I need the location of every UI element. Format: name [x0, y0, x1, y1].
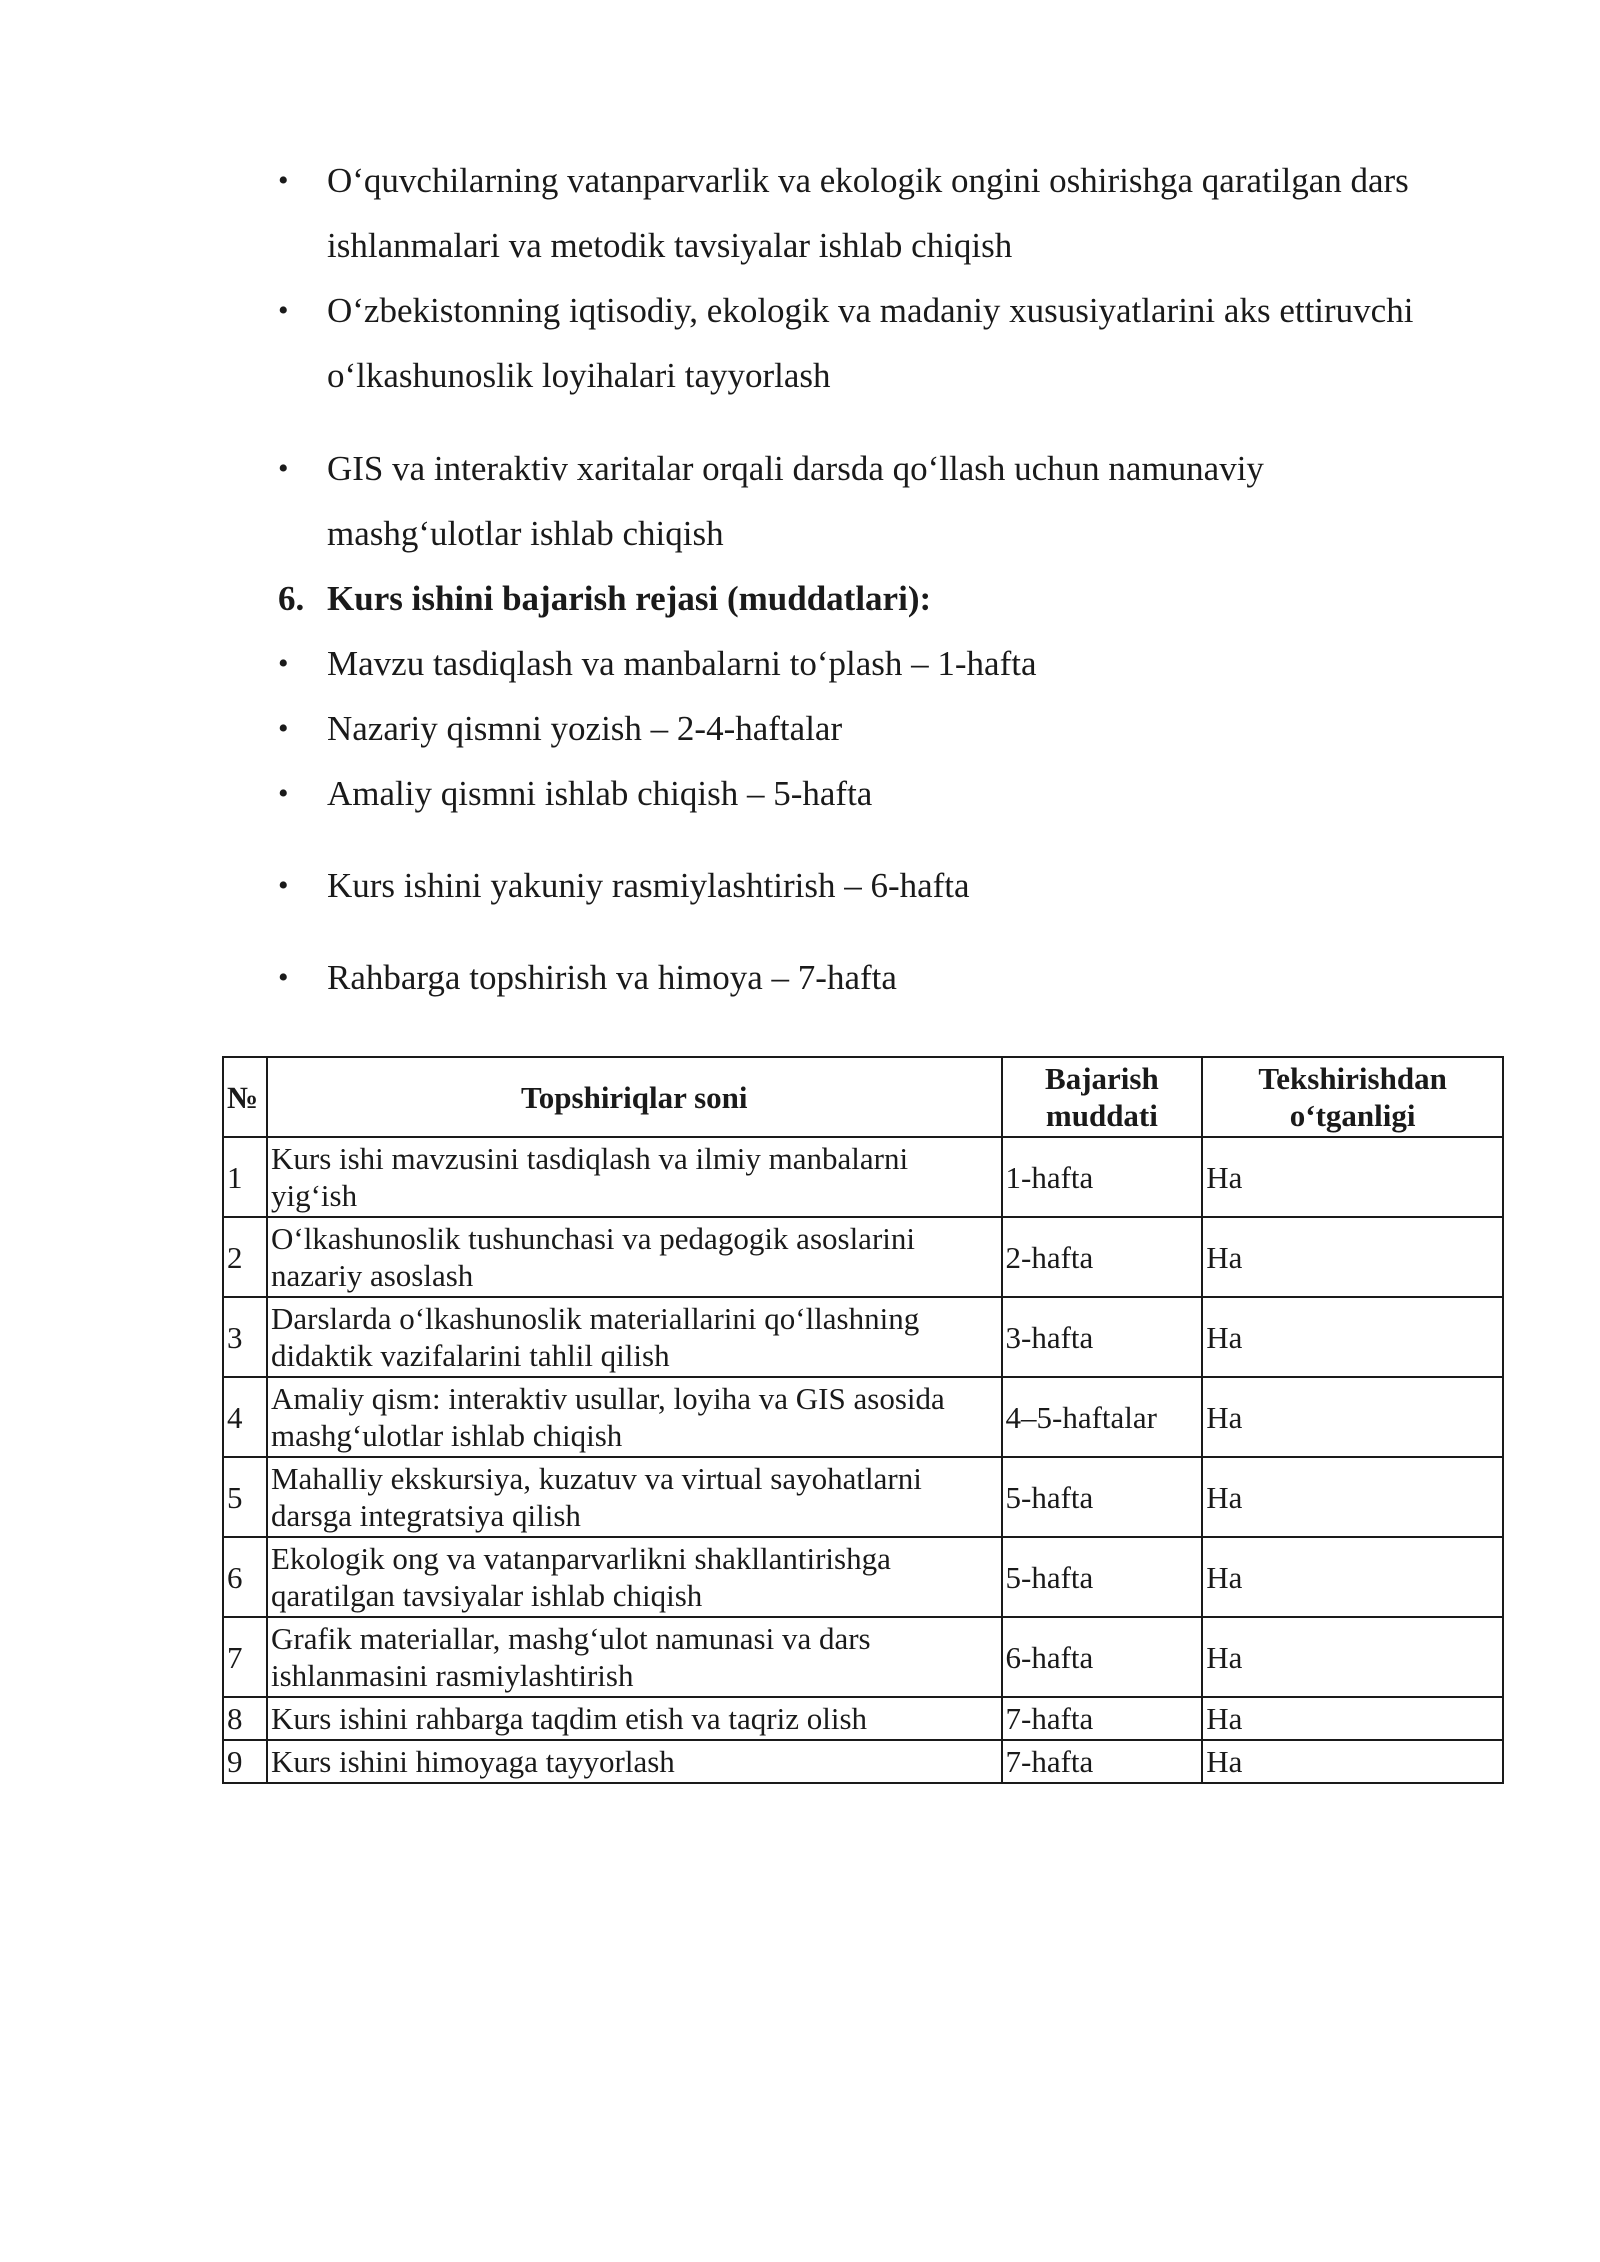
row-number: 8: [223, 1697, 267, 1740]
deadline-cell: 1-hafta: [1002, 1137, 1203, 1217]
schedule-item: [278, 631, 1448, 696]
list-item: [278, 436, 1448, 566]
checked-cell: Ha: [1202, 1697, 1503, 1740]
deadline-cell: 6-hafta: [1002, 1617, 1203, 1697]
task-cell: Kurs ishini himoyaga tayyorlash: [267, 1740, 1002, 1783]
table-row: [223, 1537, 1503, 1617]
row-number: 3: [223, 1297, 267, 1377]
schedule-item-text: Mavzu tasdiqlash va manbalarni to‘plash – 1-hafta: [327, 644, 1037, 683]
checked-cell: Ha: [1202, 1377, 1503, 1457]
content-list: [278, 148, 1448, 1010]
section-heading: [278, 566, 1448, 631]
checked-cell: Ha: [1202, 1457, 1503, 1537]
task-cell: Darslarda o‘lkashunoslik materiallarini qo‘llashning didaktik vazifalarini tahlil qilish: [267, 1297, 1002, 1377]
checked-cell: Ha: [1202, 1537, 1503, 1617]
deadline-cell: 3-hafta: [1002, 1297, 1203, 1377]
table-row: [223, 1457, 1503, 1537]
schedule-item-text: Rahbarga topshirish va himoya – 7-hafta: [327, 958, 897, 997]
bullet-icon: •: [278, 712, 289, 745]
schedule-item: [278, 853, 1448, 918]
list-item-text: GIS va interaktiv xaritalar orqali darsda qo‘llash uchun namunaviy mashg‘ulotlar ishlab chiqish: [327, 449, 1264, 553]
list-item-text: O‘zbekistonning iqtisodiy, ekologik va madaniy xususiyatlarini aks ettiruvchi o‘lkashunoslik loyihalari tayyorlash: [327, 291, 1414, 395]
task-cell: Ekologik ong va vatanparvarlikni shakllantirishga qaratilgan tavsiyalar ishlab chiqish: [267, 1537, 1002, 1617]
schedule-item-text: Kurs ishini yakuniy rasmiylashtirish – 6-hafta: [327, 866, 970, 905]
task-cell: Kurs ishi mavzusini tasdiqlash va ilmiy manbalarni yig‘ish: [267, 1137, 1002, 1217]
row-number: 6: [223, 1537, 267, 1617]
table-row: [223, 1137, 1503, 1217]
schedule-item-text: Nazariy qismni yozish – 2-4-haftalar: [327, 709, 843, 748]
row-number: 5: [223, 1457, 267, 1537]
schedule-item: [278, 945, 1448, 1010]
bullet-icon: •: [278, 452, 289, 485]
deadline-cell: 5-hafta: [1002, 1457, 1203, 1537]
list-item: [278, 278, 1448, 408]
column-header-tasks: Topshiriqlar soni: [267, 1057, 1002, 1137]
checked-cell: Ha: [1202, 1137, 1503, 1217]
deadline-cell: 4–5-haftalar: [1002, 1377, 1203, 1457]
schedule-item: [278, 761, 1448, 826]
table-header-row: [223, 1057, 1503, 1137]
checked-cell: Ha: [1202, 1217, 1503, 1297]
checked-cell: Ha: [1202, 1740, 1503, 1783]
bullet-icon: •: [278, 647, 289, 680]
deadline-cell: 7-hafta: [1002, 1740, 1203, 1783]
table-row: [223, 1377, 1503, 1457]
schedule-item-text: Amaliy qismni ishlab chiqish – 5-hafta: [327, 774, 873, 813]
bullet-icon: •: [278, 961, 289, 994]
table-row: [223, 1617, 1503, 1697]
bullet-icon: •: [278, 294, 289, 327]
section-number: 6.: [278, 579, 305, 618]
row-number: 9: [223, 1740, 267, 1783]
checked-cell: Ha: [1202, 1617, 1503, 1697]
deadline-cell: 5-hafta: [1002, 1537, 1203, 1617]
row-number: 4: [223, 1377, 267, 1457]
row-number: 2: [223, 1217, 267, 1297]
bullet-icon: •: [278, 164, 289, 197]
section-title: Kurs ishini bajarish rejasi (muddatlari):: [327, 579, 932, 618]
deadline-cell: 2-hafta: [1002, 1217, 1203, 1297]
list-item-text: O‘quvchilarning vatanparvarlik va ekologik ongini oshirishga qaratilgan dars ishlanmalari va metodik tavsiyalar ishlab chiqish: [327, 161, 1409, 265]
tasks-table: [222, 1056, 1504, 1784]
column-header-deadline: Bajarish muddati: [1002, 1057, 1203, 1137]
column-header-number: №: [223, 1057, 267, 1137]
task-cell: O‘lkashunoslik tushunchasi va pedagogik asoslarini nazariy asoslash: [267, 1217, 1002, 1297]
bullet-icon: •: [278, 869, 289, 902]
row-number: 1: [223, 1137, 267, 1217]
checked-cell: Ha: [1202, 1297, 1503, 1377]
deadline-cell: 7-hafta: [1002, 1697, 1203, 1740]
table-row: [223, 1740, 1503, 1783]
task-cell: Amaliy qism: interaktiv usullar, loyiha va GIS asosida mashg‘ulotlar ishlab chiqish: [267, 1377, 1002, 1457]
task-cell: Mahalliy ekskursiya, kuzatuv va virtual sayohatlarni darsga integratsiya qilish: [267, 1457, 1002, 1537]
task-cell: Grafik materiallar, mashg‘ulot namunasi va dars ishlanmasini rasmiylashtirish: [267, 1617, 1002, 1697]
list-item: [278, 148, 1448, 278]
task-cell: Kurs ishini rahbarga taqdim etish va taqriz olish: [267, 1697, 1002, 1740]
table-row: [223, 1697, 1503, 1740]
column-header-checked: Tekshirishdan o‘tganligi: [1202, 1057, 1503, 1137]
table-row: [223, 1217, 1503, 1297]
row-number: 7: [223, 1617, 267, 1697]
bullet-icon: •: [278, 777, 289, 810]
table-row: [223, 1297, 1503, 1377]
schedule-item: [278, 696, 1448, 761]
